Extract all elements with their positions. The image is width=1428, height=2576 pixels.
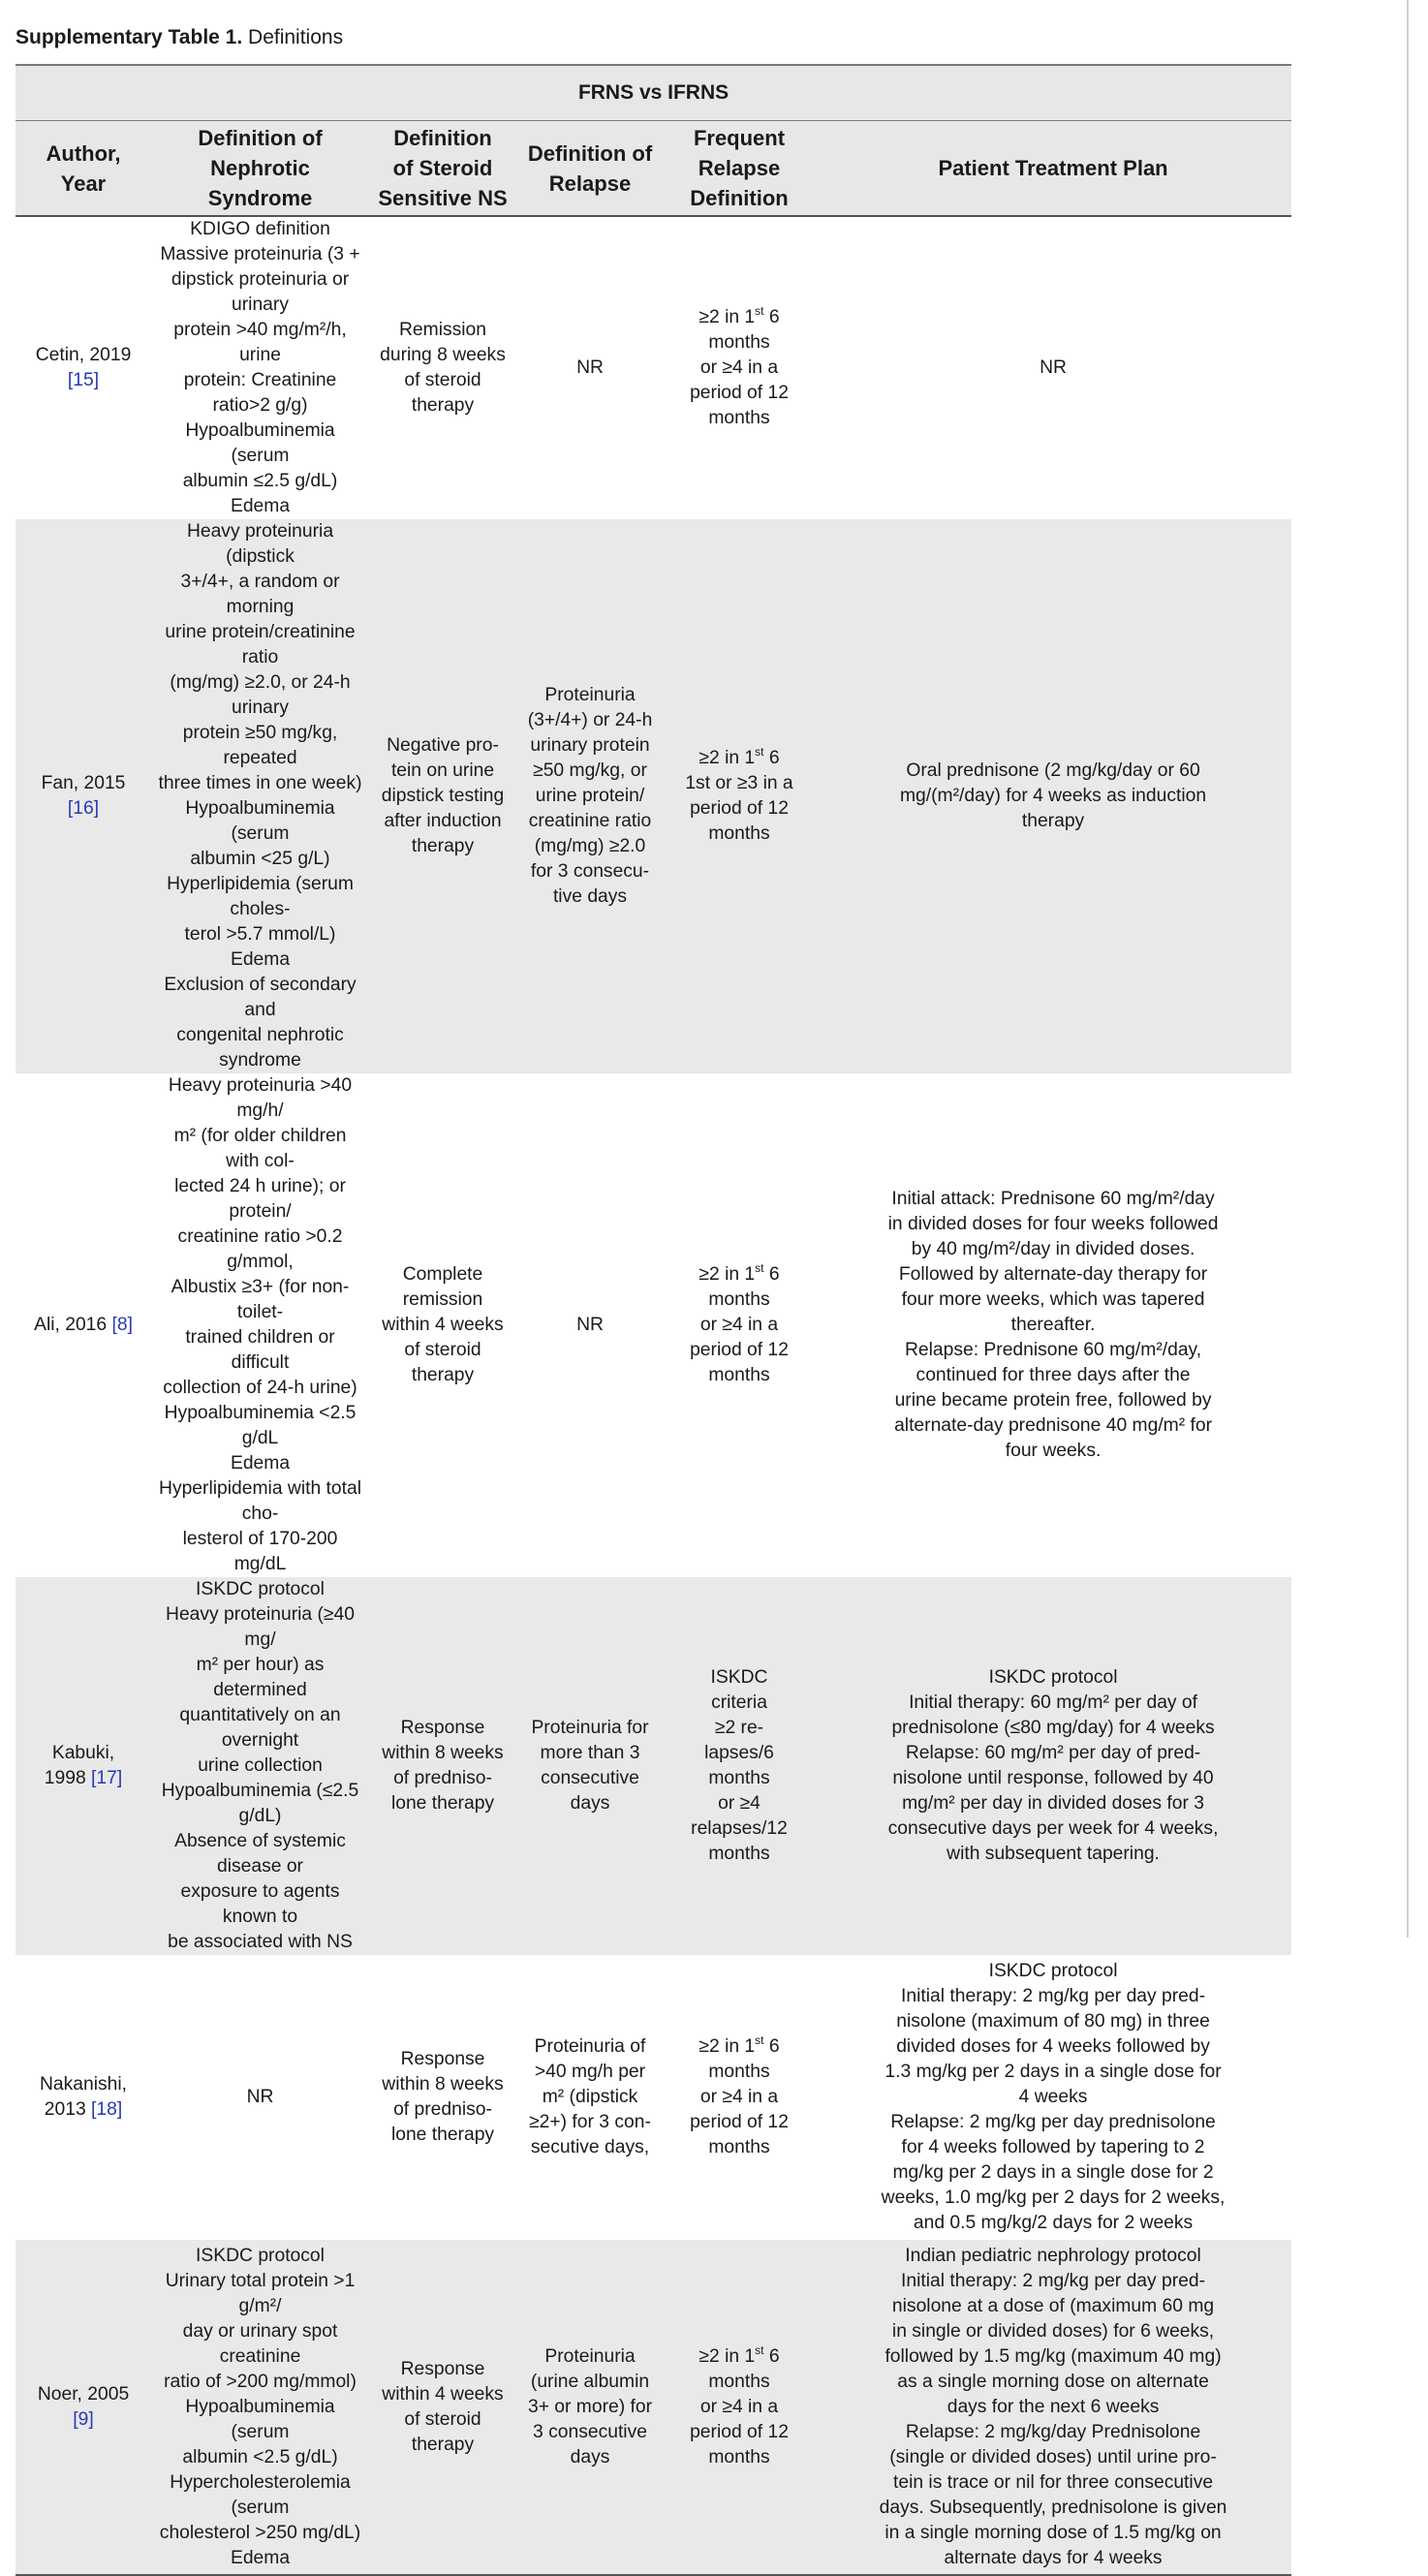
treatment-plan-cell: NR (1040, 357, 1067, 378)
column-header-row (16, 121, 1291, 217)
frequent-text-a: ≥2 in 1 (698, 2345, 756, 2367)
relapse-definition-cell: Proteinuria for more than 3 consecutive days (516, 1577, 664, 1955)
reference-link[interactable]: [15] (67, 370, 100, 390)
frequent-text-a: ≥2 in 1 (698, 2036, 756, 2057)
reference-link[interactable]: [8] (111, 1315, 133, 1335)
author-cell (16, 519, 151, 1073)
table-row (16, 1955, 1291, 2240)
relapse-definition-cell: NR (576, 1315, 604, 1335)
group-header-row (16, 65, 1291, 121)
author-cell (16, 1577, 151, 1955)
steroid-definition-cell: Remission during 8 weeks of steroid therapy (380, 320, 506, 416)
caption-label: Supplementary Table 1. (16, 26, 243, 48)
reference-link[interactable]: [18] (91, 2099, 123, 2120)
author-cell (16, 2240, 151, 2575)
frequent-text-a: ≥2 in 1 (698, 748, 756, 768)
steroid-definition-cell: Response within 4 weeks of steroid therapy (369, 2240, 516, 2575)
author-year: Cetin, 2019 (35, 345, 132, 365)
definitions-table (16, 64, 1291, 2576)
col-header-relapse: Definition of Relapse (516, 121, 664, 217)
nephrotic-definition-cell: Heavy proteinuria (dipstick 3+/4+, a random or morning urine protein/creatinine ratio (mg/mg) ≥2.0, or 24-h urinary protein ≥50 mg/kg, repeated three times in one week) Hypoalbuminemia (serum albumin <25 g/L) Hyperlipidemia (serum choles- terol >5.7 mmol/L) Edema Exclusion of secondary and congenital nephrotic syndrome (151, 519, 369, 1073)
frequent-text-a: ≥2 in 1 (698, 307, 756, 327)
relapse-definition-cell: NR (576, 357, 604, 378)
steroid-definition-cell: Response within 8 weeks of predniso- lone therapy (369, 1577, 516, 1955)
treatment-plan-cell: Oral prednisone (2 mg/kg/day or 60 mg/(m²/day) for 4 weeks as induction therapy (815, 519, 1291, 1073)
col-header-nephrotic: Definition of Nephrotic Syndrome (151, 121, 369, 217)
frequent-text-b: 6 months or ≥4 in a period of 12 months (690, 307, 789, 428)
frequent-text-a: ISKDC criteria ≥2 re- lapses/6 months or ≥4 relapses/12 months (691, 1667, 788, 1864)
caption-text: Definitions (242, 26, 344, 48)
nephrotic-definition-cell: KDIGO definition Massive proteinuria (3 + dipstick proteinuria or urinary protein >40 mg/m²/h, urine protein: Creatinine ratio>2 g/g) Hypoalbuminemia (serum albumin ≤2.5 g/dL) Edema (160, 219, 360, 516)
treatment-plan-cell: ISKDC protocol Initial therapy: 60 mg/m² per day of prednisolone (≤80 mg/day) for 4 weeks Relapse: 60 mg/m² per day of pred- nisolone until response, followed by 40 mg/m² per day in divided doses for 3 consecutive days per week for 4 weeks, with subsequent tapering. (815, 1577, 1291, 1955)
author-year: Fan, 2015 (41, 773, 126, 793)
relapse-definition-cell: Proteinuria (urine albumin 3+ or more) for 3 consecutive days (516, 2240, 664, 2575)
author-cell (16, 1955, 151, 2240)
relapse-definition-cell: Proteinuria (3+/4+) or 24-h urinary protein ≥50 mg/kg, or urine protein/ creatinine ratio (mg/mg) ≥2.0 for 3 consecu- tive days (516, 519, 664, 1073)
treatment-plan-cell: ISKDC protocol Initial therapy: 2 mg/kg per day pred- nisolone (maximum of 80 mg) in three divided doses for 4 weeks followed by 1.3 mg/kg per 2 days in a single dose for 4 weeks Relapse: 2 mg/kg per day prednisolone for 4 weeks followed by tapering to 2 mg/kg per 2 days in a single dose for 2 weeks, 1.0 mg/kg per 2 days for 2 weeks, and 0.5 mg/kg/2 days for 2 weeks (881, 1961, 1226, 2233)
frequent-relapse-cell (664, 519, 815, 1073)
author-year: Ali, 2016 (34, 1315, 108, 1335)
frequent-sup: st (755, 2033, 764, 2047)
frequent-text-a: ≥2 in 1 (698, 1264, 756, 1285)
steroid-definition-cell: Complete remission within 4 weeks of steroid therapy (382, 1264, 504, 1385)
col-header-author: Author, Year (16, 121, 151, 217)
treatment-plan-cell: Indian pediatric nephrology protocol Initial therapy: 2 mg/kg per day pred- nisolone at a dose of (maximum 60 mg in single or divided doses) for 6 weeks, followed by 1.5 mg/kg (maximum 40 mg) as a single morning dose on alternate days for the next 6 weeks Relapse: 2 mg/kg/day Prednisolone (single or divided doses) until urine pro- tein is trace or nil for three consecutive days. Subsequently, prednisolone is given in a single morning dose of 1.5 mg/kg on alternate days for 4 weeks (815, 2240, 1291, 2575)
col-header-frequent: Frequent Relapse Definition (664, 121, 815, 217)
group-header: FRNS vs IFRNS (16, 65, 1291, 121)
reference-link[interactable]: [17] (91, 1768, 123, 1788)
nephrotic-definition-cell: Heavy proteinuria >40 mg/h/ m² (for older children with col- lected 24 h urine); or protein/ creatinine ratio >0.2 g/mmol, Albustix ≥3+ (for non-toilet- trained children or difficult collection of 24-h urine) Hypoalbuminemia <2.5 g/dL Edema Hyperlipidemia with total cho- lesterol of 170-200 mg/dL (159, 1075, 361, 1574)
page-edge-rule (1407, 0, 1409, 1938)
nephrotic-definition-cell: ISKDC protocol Heavy proteinuria (≥40 mg/ m² per hour) as determined quantitatively on an overnight urine collection Hypoalbuminemia (≤2.5 g/dL) Absence of systemic disease or exposure to agents known to be associated with NS (151, 1577, 369, 1955)
col-header-treatment: Patient Treatment Plan (815, 121, 1291, 217)
relapse-definition-cell: Proteinuria of >40 mg/h per m² (dipstick ≥2+) for 3 con- secutive days, (529, 2036, 651, 2157)
table-caption (16, 25, 343, 50)
table-row (16, 1073, 1291, 1577)
reference-link[interactable]: [9] (73, 2408, 94, 2430)
author-year: Nakanishi, 2013 (39, 2074, 128, 2120)
table-row (16, 216, 1291, 519)
frequent-text-b: 6 months or ≥4 in a period of 12 months (690, 1264, 789, 1385)
author-year: Kabuki, 1998 (44, 1743, 115, 1788)
frequent-relapse-cell (664, 216, 815, 519)
frequent-sup: st (755, 304, 764, 318)
frequent-text-b: 6 months or ≥4 in a period of 12 months (690, 2345, 789, 2467)
table-row (16, 2240, 1291, 2575)
frequent-relapse-cell (664, 1073, 815, 1577)
frequent-text-b: 6 months or ≥4 in a period of 12 months (690, 2036, 789, 2157)
frequent-relapse-cell (664, 1955, 815, 2240)
frequent-relapse-cell (664, 1577, 815, 1955)
steroid-definition-cell: Negative pro- tein on urine dipstick testing after induction therapy (369, 519, 516, 1073)
author-cell (16, 216, 151, 519)
treatment-plan-cell: Initial attack: Prednisone 60 mg/m²/day in divided doses for four weeks followed by 40 mg/m²/day in divided doses. Followed by alternate-day therapy for four more weeks, which was tapered thereafter. Relapse: Prednisone 60 mg/m²/day, continued for three days after the urine became protein free, followed by alternate-day prednisone 40 mg/m² for four weeks. (887, 1189, 1219, 1461)
author-cell (16, 1073, 151, 1577)
steroid-definition-cell: Response within 8 weeks of predniso- lone therapy (382, 2049, 504, 2145)
frequent-sup: st (755, 1261, 764, 1275)
table-row (16, 1577, 1291, 1955)
table-row (16, 519, 1291, 1073)
col-header-steroid: Definition of Steroid Sensitive NS (369, 121, 516, 217)
frequent-sup: st (755, 2343, 764, 2357)
author-year: Noer, 2005 (37, 2383, 130, 2405)
frequent-relapse-cell (664, 2240, 815, 2575)
frequent-sup: st (755, 745, 764, 759)
nephrotic-definition-cell: NR (246, 2087, 274, 2107)
nephrotic-definition-cell: ISKDC protocol Urinary total protein >1 g/m²/ day or urinary spot creatinine ratio of >200 mg/mmol) Hypoalbuminemia (serum albumin <2.5 g/dL) Hypercholesterolemia (serum cholesterol >250 mg/dL) Edema (151, 2240, 369, 2575)
reference-link[interactable]: [16] (67, 798, 100, 819)
frequent-text-b: 6 1st or ≥3 in a period of 12 months (685, 748, 793, 844)
